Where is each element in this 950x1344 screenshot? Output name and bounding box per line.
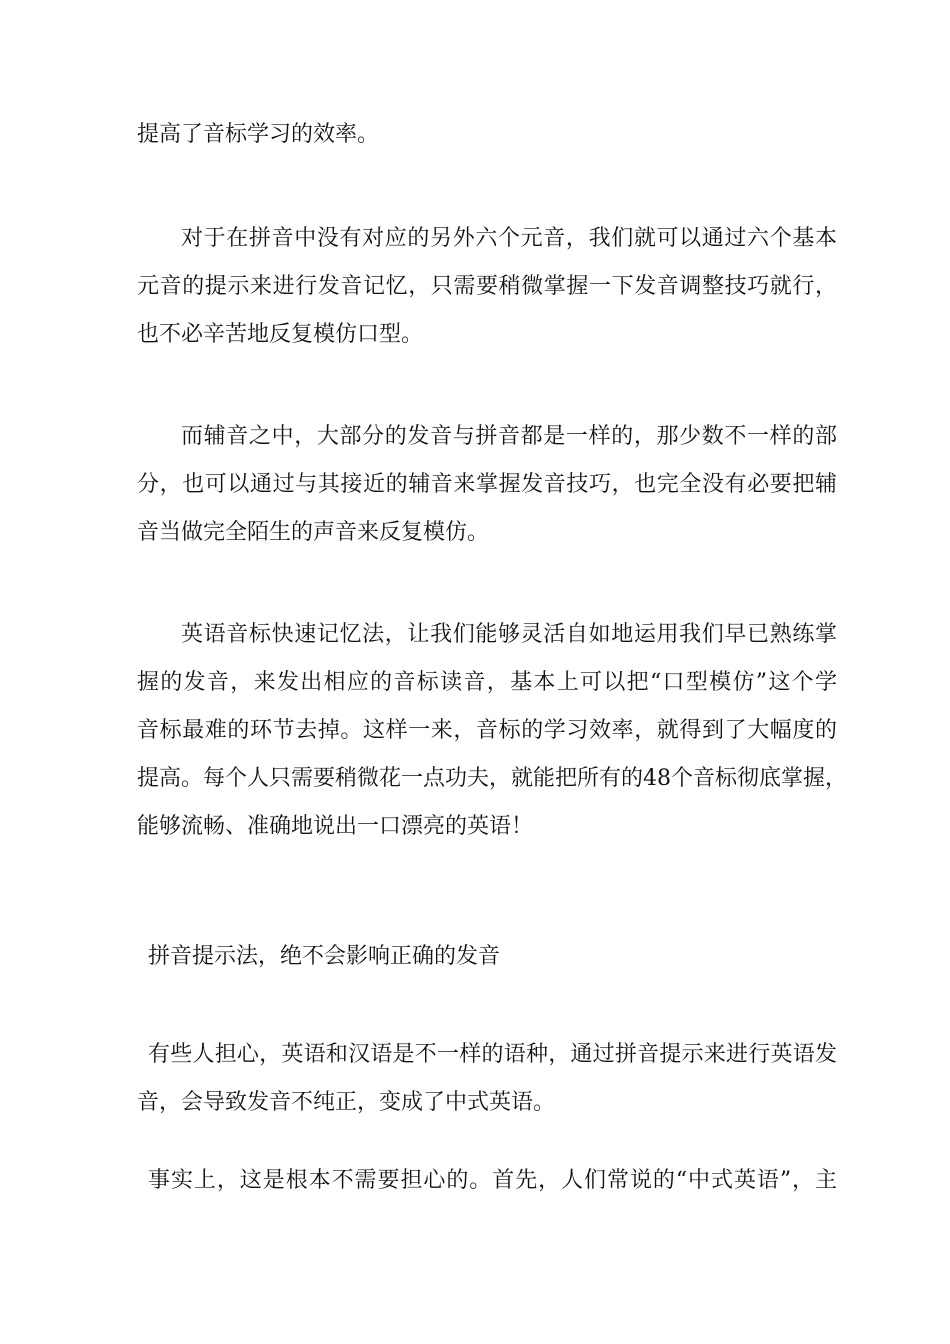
paragraph-line: 提高了音标学习的效率。 <box>137 122 380 147</box>
paragraph-line: 有些人担心，英语和汉语是不一样的语种，通过拼音提示来进行英语发 <box>148 1042 837 1067</box>
section-heading: 拼音提示法，绝不会影响正确的发音 <box>148 944 501 969</box>
paragraph-line: 英语音标快速记忆法，让我们能够灵活自如地运用我们早已熟练掌 <box>181 622 837 647</box>
paragraph-line: 元音的提示来进行发音记忆，只需要稍微掌握一下发音调整技巧就行， <box>137 274 837 299</box>
paragraph-line: 音，会导致发音不纯正，变成了中式英语。 <box>137 1090 556 1115</box>
paragraph-line: 音当做完全陌生的声音来反复模仿。 <box>137 520 490 545</box>
paragraph-line: 而辅音之中，大部分的发音与拼音都是一样的，那少数不一样的部 <box>181 424 837 449</box>
paragraph-line: 音标最难的环节去掉。这样一来，音标的学习效率，就得到了大幅度的 <box>137 718 837 743</box>
paragraph-line: 握的发音，来发出相应的音标读音，基本上可以把“口型模仿”这个学 <box>137 670 837 695</box>
paragraph-line: 事实上，这是根本不需要担心的。首先，人们常说的“中式英语”，主 <box>148 1168 837 1193</box>
paragraph-line: 对于在拼音中没有对应的另外六个元音，我们就可以通过六个基本 <box>181 226 837 251</box>
paragraph-line: 分，也可以通过与其接近的辅音来掌握发音技巧，也完全没有必要把辅 <box>137 472 837 497</box>
paragraph-line: 也不必辛苦地反复模仿口型。 <box>137 322 424 347</box>
paragraph-line: 能够流畅、准确地说出一口漂亮的英语！ <box>137 814 534 839</box>
paragraph-line: 提高。每个人只需要稍微花一点功夫，就能把所有的48个音标彻底掌握， <box>137 766 847 791</box>
